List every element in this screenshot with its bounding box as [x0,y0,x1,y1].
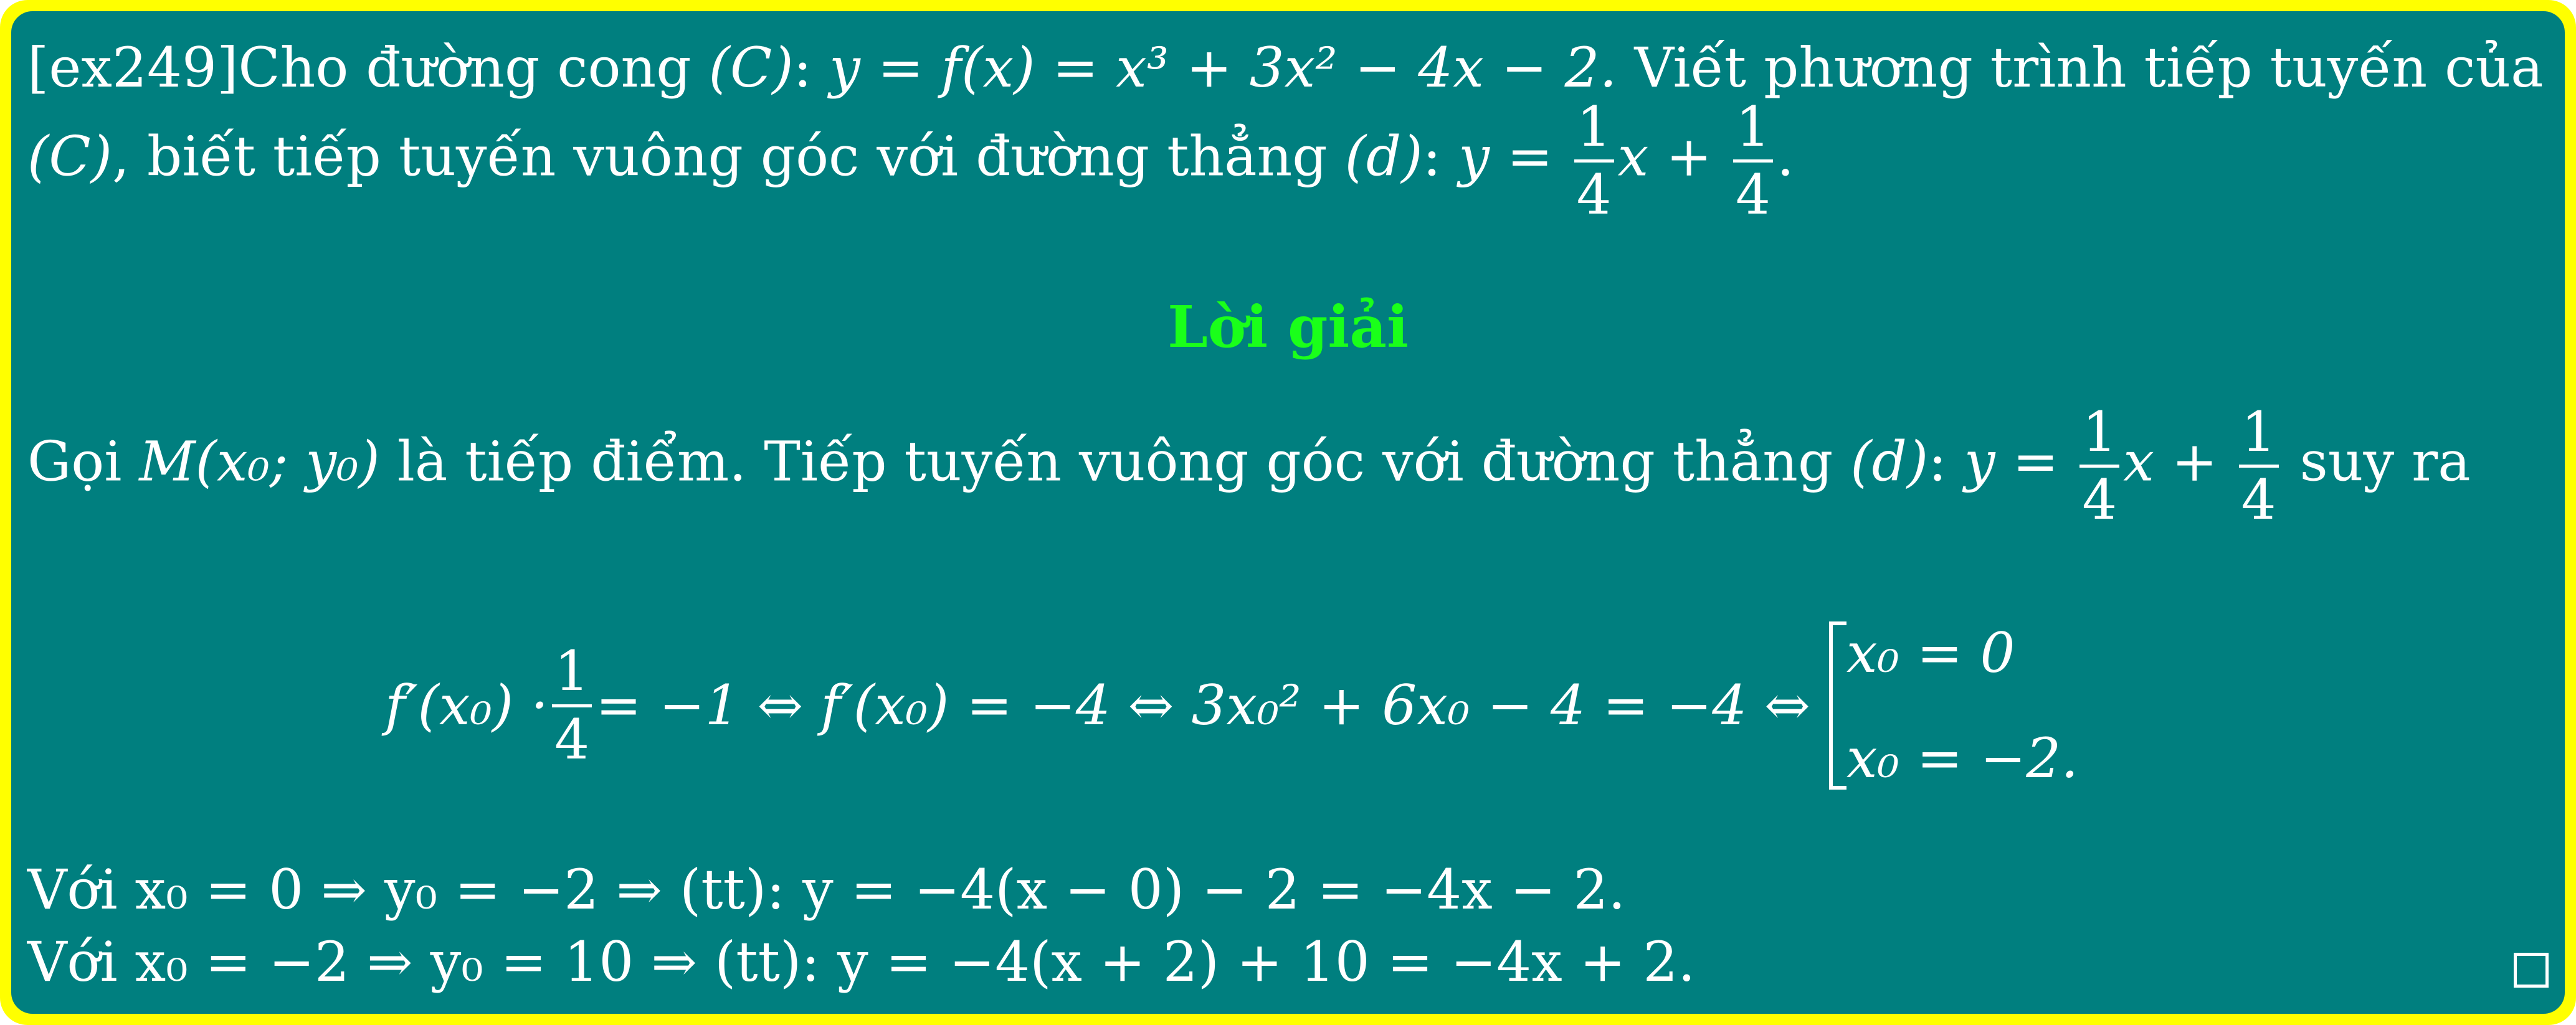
problem-line-2: (C), biết tiếp tuyến vuông góc với đường thẳng (d): y = $\frac{1}{4}$ x + $\frac{1}{4}$ . [27,95,1794,227]
solution-title: Lời giải [1167,293,1409,361]
solution-intro: Gọi M(x₀; y₀) là tiếp điểm. Tiếp tuyến vuông góc với đường thẳng (d): y = $\frac{1}{4}$ x + $\frac{1}{4}$ suy ra [27,400,2471,532]
case-line-2: Với x₀ = −2 ⇒ y₀ = 10 ⇒ (tt): y = −4(x + 2) + 10 = −4x + 2. [27,930,1696,994]
line-eq-prefix: y = [1458,124,1553,189]
problem-intro: Cho đường cong [238,35,692,100]
equation-chain: = −1 ⇔ f′(x₀) = −4 ⇔ 3x₀² + 6x₀ − 4 = −4 ⇔ [596,673,1810,738]
problem-line-1: [ex249]Cho đường cong (C): y = f(x) = x³ + 3x² − 4x − 2. Viết phương trình tiếp tuyến của [27,35,2544,100]
curve-name-2: (C) [27,124,112,189]
display-equation [385,621,2078,790]
derivative-left: f′(x₀) · [385,673,549,738]
problem-condition: , biết tiếp tuyến vuông góc với đường thẳng [112,124,1328,189]
fraction-one-quarter-2: $\frac{1}{4}$ [1733,98,1773,224]
line-name-3: (d) [1850,429,1929,494]
case-x0-minus-two: x₀ = −2. [1846,725,2079,790]
problem-tag: [ex249] [27,35,239,100]
case-x0-zero: x₀ = 0 [1846,621,2015,685]
line-name: (d) [1344,124,1423,189]
curve-equation: y = f(x) = x³ + 3x² − 4x − 2. [829,35,1617,100]
curve-name: (C) [708,35,794,100]
tangent-point: M(x₀; y₀) [139,429,380,494]
fraction-one-quarter-4: $\frac{1}{4}$ [2239,404,2279,529]
case-line-1: Với x₀ = 0 ⇒ y₀ = −2 ⇒ (tt): y = −4(x − 0) − 2 = −4x − 2. [27,857,1626,922]
problem-request: Viết phương trình tiếp tuyến của [1634,35,2544,100]
fraction-one-quarter: $\frac{1}{4}$ [1574,98,1614,224]
fraction-one-quarter-5: $\frac{1}{4}$ [552,643,592,768]
fraction-one-quarter-3: $\frac{1}{4}$ [2079,404,2119,529]
qed-square-icon [2514,953,2549,988]
problem-panel [11,11,2565,1014]
case-bracket [1829,621,2078,790]
